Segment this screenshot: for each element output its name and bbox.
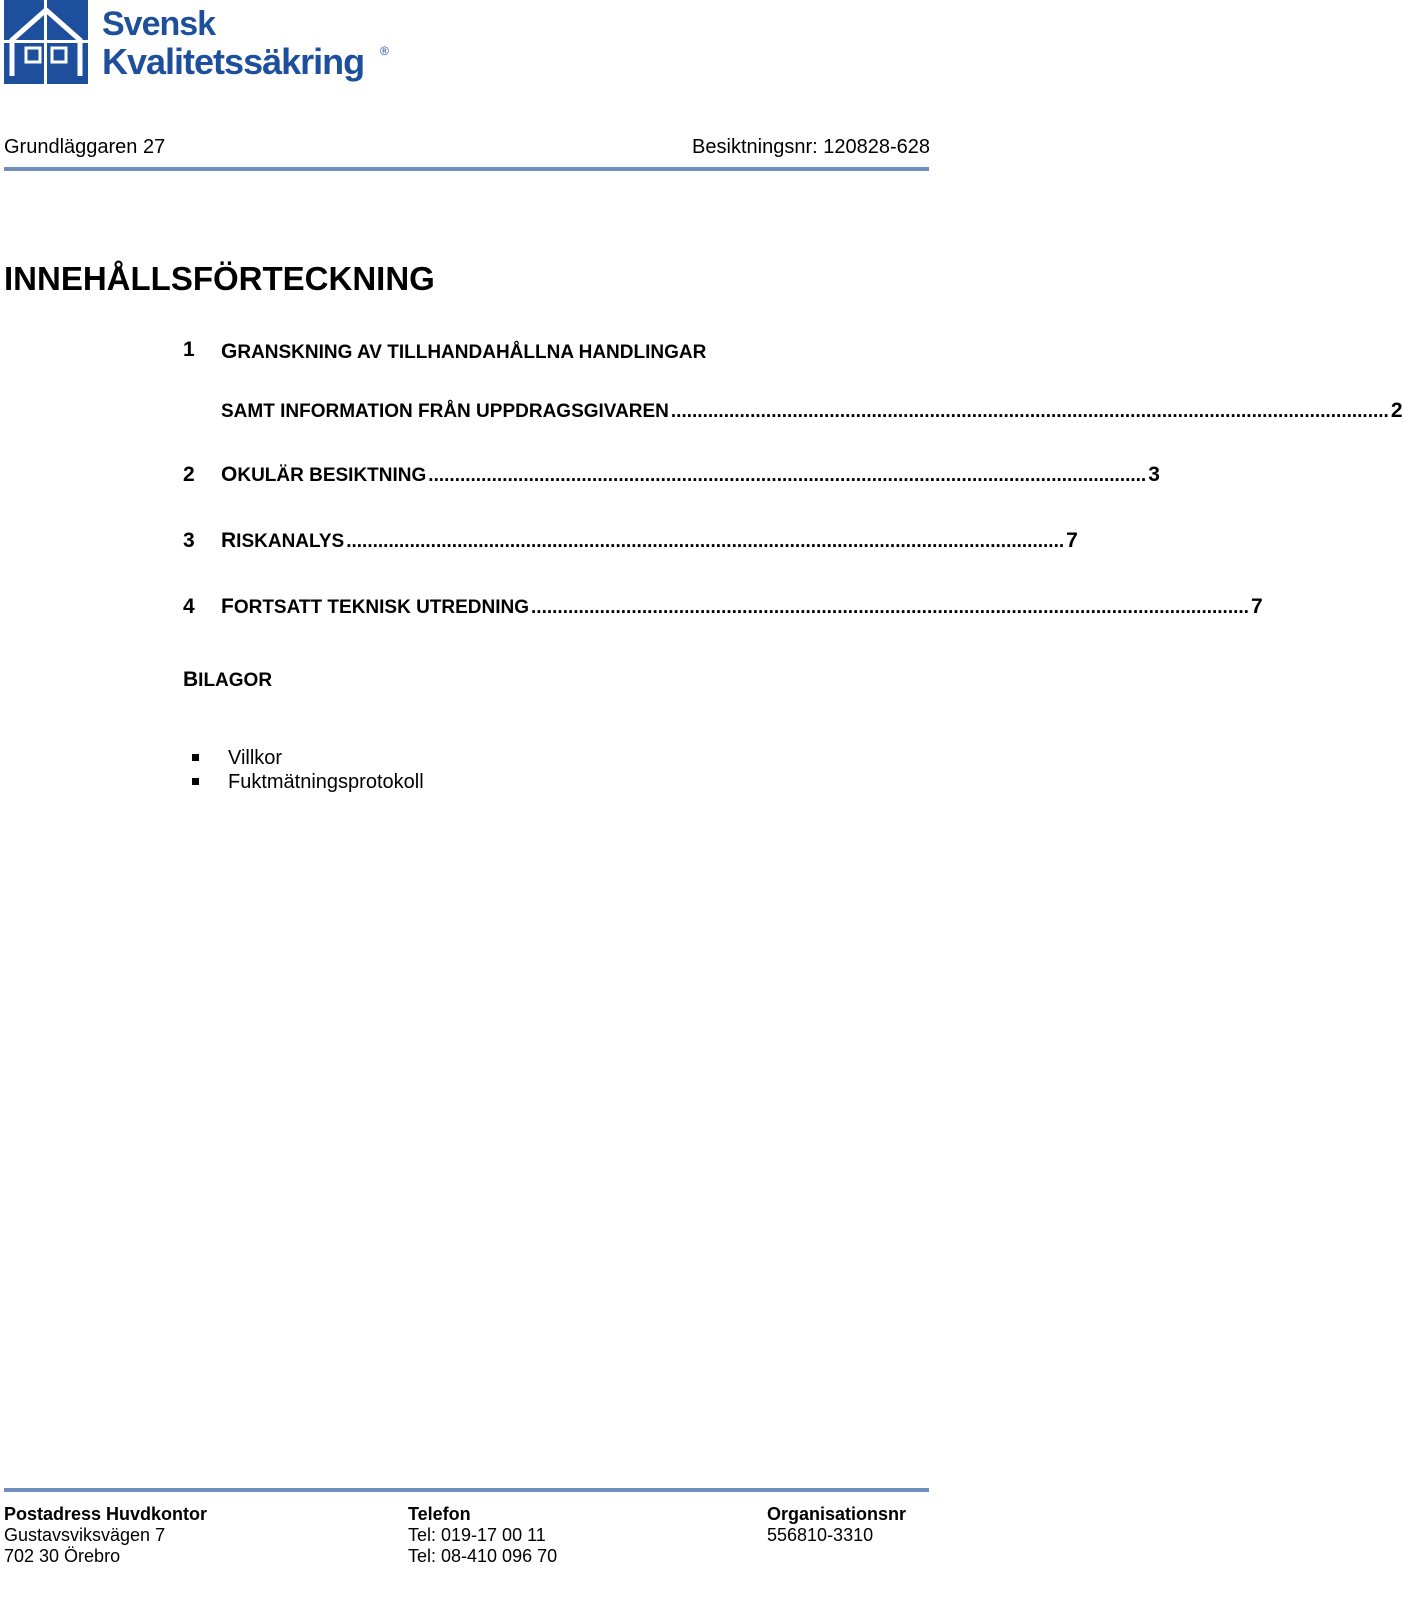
toc-entry-number: 1 xyxy=(183,338,195,361)
toc-entry-number: 3 xyxy=(183,529,195,552)
toc-page-number: 3 xyxy=(1148,463,1160,486)
toc-entry-label xyxy=(221,463,426,487)
footer-phone-2: Tel: 08-410 096 70 xyxy=(408,1546,558,1566)
footer-org xyxy=(767,1504,906,1546)
bullet-icon xyxy=(192,778,199,785)
toc-entry-label-line2: SAMT INFORMATION FRÅN UPPDRAGSGIVAREN xyxy=(221,401,669,422)
toc-page-number: 7 xyxy=(1066,529,1078,552)
bullet-icon xyxy=(192,754,199,761)
toc-entry-1[interactable] xyxy=(183,338,1403,428)
toc-entry-initial: F xyxy=(221,595,234,618)
toc-entry-text xyxy=(221,338,1403,423)
house-logo-icon xyxy=(4,0,88,84)
footer-divider xyxy=(4,1488,929,1492)
footer-address-heading: Postadress Huvdkontor xyxy=(4,1504,208,1524)
logo-wordmark xyxy=(102,6,364,82)
attachments-heading xyxy=(183,668,272,692)
toc-entry-initial: O xyxy=(221,463,238,486)
logo-line-2: Kvalitetssäkring xyxy=(102,41,365,82)
toc-entry-number: 2 xyxy=(183,463,195,486)
footer-address-city: 702 30 Örebro xyxy=(4,1546,121,1566)
toc-entry-4[interactable] xyxy=(183,595,1263,619)
company-logo xyxy=(4,0,424,88)
toc-page-number: 7 xyxy=(1250,595,1263,618)
header-divider xyxy=(4,167,929,171)
toc-leader-dots: ........................................................................................................................................ xyxy=(346,531,1065,552)
toc-entry-rest: KULÄR BESIKTNING xyxy=(237,465,427,486)
attachments-initial: B xyxy=(183,668,199,691)
footer-address-street: Gustavsviksvägen 7 xyxy=(4,1525,166,1545)
logo-line-1: Svensk xyxy=(102,5,216,43)
list-item xyxy=(190,746,424,770)
toc-entry-label xyxy=(221,529,344,553)
toc-leader-dots: ........................................................................................................................................ xyxy=(428,465,1147,486)
footer-org-heading: Organisationsnr xyxy=(767,1504,907,1524)
property-name: Grundläggaren 27 xyxy=(4,136,166,158)
list-item xyxy=(190,770,424,794)
footer-address xyxy=(4,1504,207,1567)
toc-entry-initial: R xyxy=(221,529,237,552)
toc-entry-label xyxy=(221,595,529,619)
footer-org-number: 556810-3310 xyxy=(767,1525,874,1545)
inspection-number: Besiktningsnr: 120828-628 xyxy=(692,136,930,158)
attachments-rest: ILAGOR xyxy=(198,670,273,691)
toc-entry-number: 4 xyxy=(183,595,195,618)
toc-entry-2[interactable] xyxy=(183,463,1160,487)
toc-leader-dots: ........................................................................................................................................ xyxy=(670,401,1389,422)
toc-leader-dots: ........................................................................................................................................ xyxy=(531,597,1249,618)
registered-mark: ® xyxy=(380,44,389,58)
toc-title: INNEHÅLLSFÖRTECKNING xyxy=(4,260,435,297)
footer-phone-heading: Telefon xyxy=(408,1504,471,1524)
attachment-label: Villkor xyxy=(228,747,283,769)
attachments-list xyxy=(190,746,424,794)
footer-phone xyxy=(408,1504,557,1567)
toc-entry-initial: G xyxy=(221,340,238,363)
toc-entry-rest: ORTSATT TEKNISK UTREDNING xyxy=(233,597,530,618)
toc-entry-3[interactable] xyxy=(183,529,1078,553)
toc-entry-rest: ISKANALYS xyxy=(236,531,345,552)
toc-page-number: 2 xyxy=(1390,399,1403,422)
toc-entry-label: RANSKNING AV TILLHANDAHÅLLNA HANDLINGAR xyxy=(237,342,707,363)
footer-phone-1: Tel: 019-17 00 11 xyxy=(408,1525,546,1545)
attachment-label: Fuktmätningsprotokoll xyxy=(228,771,424,793)
